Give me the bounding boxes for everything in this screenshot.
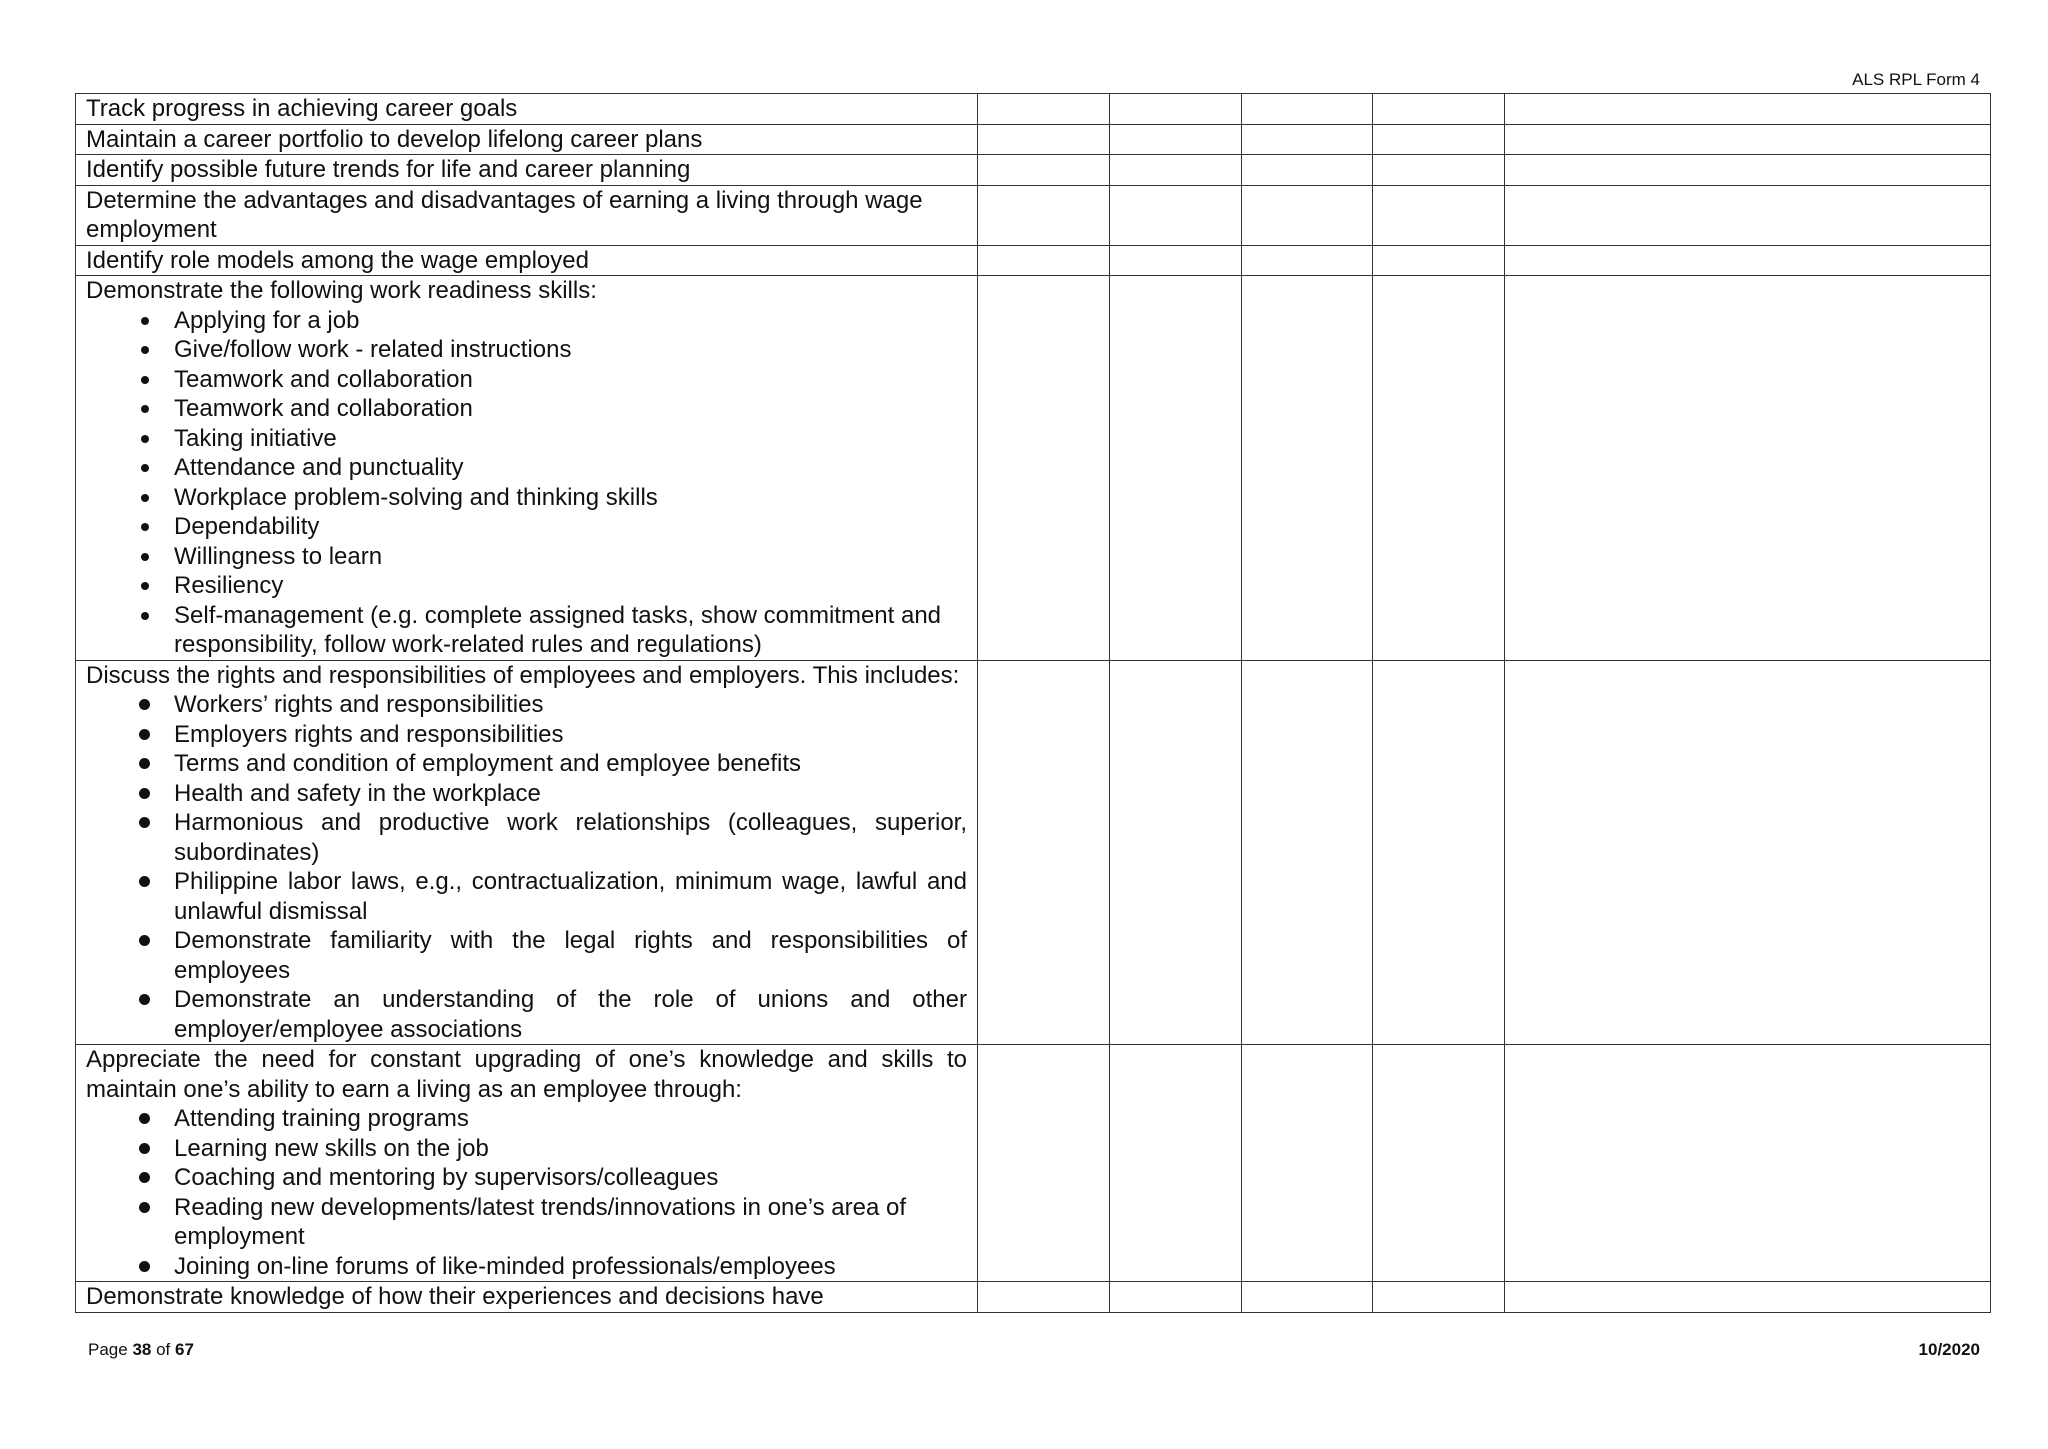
page-total: 67 xyxy=(175,1340,194,1359)
list-item: Demonstrate familiarity with the legal rights and responsibilities of employees xyxy=(86,926,967,985)
rating-cell[interactable] xyxy=(1110,245,1242,276)
competency-text: Demonstrate the following work readiness skills: xyxy=(86,277,597,304)
list-item: Joining on-line forums of like-minded professionals/employees xyxy=(86,1252,967,1282)
competency-text: Identify role models among the wage employed xyxy=(86,246,589,274)
rating-cell[interactable] xyxy=(978,245,1110,276)
list-item: Workers’ rights and responsibilities xyxy=(86,690,967,720)
competency-text: Maintain a career portfolio to develop lifelong career plans xyxy=(86,125,703,153)
rights-list xyxy=(86,690,967,1044)
rating-cell[interactable] xyxy=(1373,276,1505,661)
rating-cell[interactable] xyxy=(1110,1282,1242,1313)
table-row xyxy=(76,660,1991,1045)
rating-cell[interactable] xyxy=(1242,1045,1373,1282)
rating-cell[interactable] xyxy=(1373,245,1505,276)
competency-cell xyxy=(76,245,978,276)
table-row xyxy=(76,1045,1991,1282)
page-of: of xyxy=(156,1340,171,1359)
table-row xyxy=(76,1282,1991,1313)
rating-cell[interactable] xyxy=(1373,1045,1505,1282)
competency-cell xyxy=(76,155,978,186)
rating-cell[interactable] xyxy=(978,155,1110,186)
rating-cell[interactable] xyxy=(1110,276,1242,661)
remarks-cell[interactable] xyxy=(1505,1282,1991,1313)
rating-cell[interactable] xyxy=(1110,94,1242,125)
rating-cell[interactable] xyxy=(978,185,1110,245)
page-number: 38 xyxy=(132,1340,152,1359)
list-item: Attending training programs xyxy=(86,1104,967,1134)
remarks-cell[interactable] xyxy=(1505,245,1991,276)
rating-cell[interactable] xyxy=(1110,155,1242,186)
list-item: Coaching and mentoring by supervisors/colleagues xyxy=(86,1163,967,1193)
rating-cell[interactable] xyxy=(978,660,1110,1045)
rating-cell[interactable] xyxy=(1242,245,1373,276)
table-row xyxy=(76,245,1991,276)
upgrading-list xyxy=(86,1104,967,1281)
list-item: Reading new developments/latest trends/innovations in one’s area of employment xyxy=(86,1193,967,1252)
list-item: Teamwork and collaboration xyxy=(86,394,967,424)
remarks-cell[interactable] xyxy=(1505,1045,1991,1282)
skills-list xyxy=(86,306,967,660)
table-row xyxy=(76,155,1991,186)
rating-cell[interactable] xyxy=(1242,185,1373,245)
list-item: Taking initiative xyxy=(86,424,967,454)
list-item: Give/follow work - related instructions xyxy=(86,335,967,365)
list-item: Attendance and punctuality xyxy=(86,453,967,483)
list-item: Resiliency xyxy=(86,571,967,601)
rating-cell[interactable] xyxy=(978,94,1110,125)
list-item: Applying for a job xyxy=(86,306,967,336)
rating-cell[interactable] xyxy=(1242,155,1373,186)
rating-cell[interactable] xyxy=(1110,1045,1242,1282)
rating-cell[interactable] xyxy=(1110,660,1242,1045)
list-item: Employers rights and responsibilities xyxy=(86,720,967,750)
remarks-cell[interactable] xyxy=(1505,276,1991,661)
competency-text: Track progress in achieving career goals xyxy=(86,95,518,122)
rating-cell[interactable] xyxy=(1373,1282,1505,1313)
list-item: Workplace problem-solving and thinking skills xyxy=(86,483,967,513)
list-item: Harmonious and productive work relationships (colleagues, superior, subordinates) xyxy=(86,808,967,867)
list-item: Self-management (e.g. complete assigned tasks, show commitment and responsibility, follow work-related rules and regulations) xyxy=(86,601,967,660)
competency-table xyxy=(75,93,1991,1313)
competency-text: Demonstrate knowledge of how their experiences and decisions have xyxy=(86,1283,824,1310)
rating-cell[interactable] xyxy=(1242,94,1373,125)
revision-date: 10/2020 xyxy=(1918,1340,1980,1359)
remarks-cell[interactable] xyxy=(1505,94,1991,125)
list-item: Willingness to learn xyxy=(86,542,967,572)
competency-cell xyxy=(76,1282,978,1313)
competency-cell xyxy=(76,94,978,125)
rating-cell[interactable] xyxy=(1373,185,1505,245)
competency-text: Appreciate the need for constant upgrading of one’s knowledge and skills to maintain one’s ability to earn a living as an employee through: xyxy=(86,1046,967,1103)
remarks-cell[interactable] xyxy=(1505,185,1991,245)
rating-cell[interactable] xyxy=(1242,276,1373,661)
rating-cell[interactable] xyxy=(1110,124,1242,155)
rating-cell[interactable] xyxy=(978,1282,1110,1313)
list-item: Learning new skills on the job xyxy=(86,1134,967,1164)
list-item: Philippine labor laws, e.g., contractualization, minimum wage, lawful and unlawful dismissal xyxy=(86,867,967,926)
rating-cell[interactable] xyxy=(1242,1282,1373,1313)
rating-cell[interactable] xyxy=(978,1045,1110,1282)
page-prefix: Page xyxy=(88,1340,128,1359)
competency-text: Determine the advantages and disadvantages of earning a living through wage employment xyxy=(86,186,923,243)
competency-cell xyxy=(76,660,978,1045)
rating-cell[interactable] xyxy=(1373,124,1505,155)
rating-cell[interactable] xyxy=(1242,660,1373,1045)
form-label: ALS RPL Form 4 xyxy=(1852,70,1980,89)
competency-text: Discuss the rights and responsibilities of employees and employers. This includes: xyxy=(86,661,960,689)
rating-cell[interactable] xyxy=(1373,155,1505,186)
remarks-cell[interactable] xyxy=(1505,124,1991,155)
list-item: Health and safety in the workplace xyxy=(86,779,967,809)
remarks-cell[interactable] xyxy=(1505,660,1991,1045)
rating-cell[interactable] xyxy=(1110,185,1242,245)
list-item: Demonstrate an understanding of the role of unions and other employer/employee associations xyxy=(86,985,967,1044)
competency-cell xyxy=(76,276,978,661)
remarks-cell[interactable] xyxy=(1505,155,1991,186)
table-row xyxy=(76,185,1991,245)
competency-cell xyxy=(76,1045,978,1282)
competency-cell xyxy=(76,185,978,245)
list-item: Teamwork and collaboration xyxy=(86,365,967,395)
list-item: Dependability xyxy=(86,512,967,542)
rating-cell[interactable] xyxy=(1373,660,1505,1045)
rating-cell[interactable] xyxy=(978,124,1110,155)
page-counter xyxy=(88,1340,194,1360)
competency-text: Identify possible future trends for life and career planning xyxy=(86,156,691,183)
competency-cell xyxy=(76,124,978,155)
list-item: Terms and condition of employment and employee benefits xyxy=(86,749,967,779)
table-row xyxy=(76,94,1991,125)
rating-cell[interactable] xyxy=(1242,124,1373,155)
table-row xyxy=(76,276,1991,661)
table-row xyxy=(76,124,1991,155)
rating-cell[interactable] xyxy=(978,276,1110,661)
rating-cell[interactable] xyxy=(1373,94,1505,125)
